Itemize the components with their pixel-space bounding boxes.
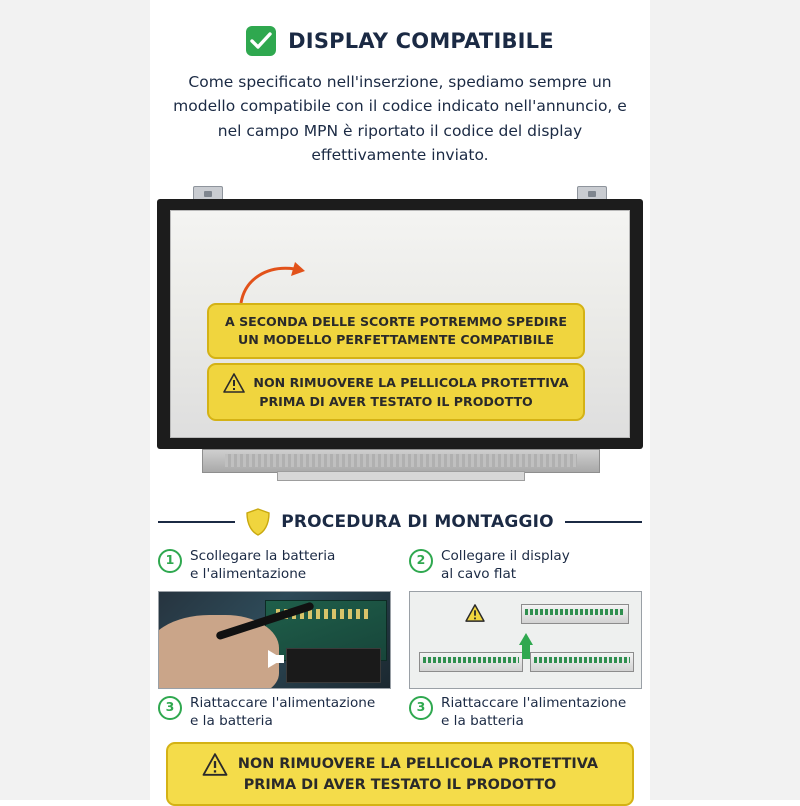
connector-bottom-left-graphic: [419, 652, 523, 672]
footer-warning-line1: NON RIMUOVERE LA PELLICOLA PROTETTIVA: [237, 755, 599, 772]
panel-bezel: [157, 199, 643, 449]
step-text-line1: Scollegare la batteria: [190, 547, 336, 564]
procedure-steps: [158, 548, 642, 731]
flat-cable-photo: [409, 591, 642, 689]
divider-left: [158, 521, 235, 523]
step-text-line2: e l'alimentazione: [190, 565, 307, 582]
step-text-line2: e la batteria: [190, 712, 273, 729]
step-text-line1: Riattaccare l'alimentazione: [190, 695, 376, 712]
left-margin-band: [0, 0, 150, 800]
content-column: [150, 0, 650, 800]
connector-bottom-right-graphic: [530, 652, 634, 672]
compatibility-notice: [207, 303, 585, 359]
white-arrow-icon: [268, 650, 283, 668]
battery-graphic: [286, 648, 380, 683]
page-title: DISPLAY COMPATIBILE: [288, 29, 554, 53]
panel-backlight-strip: [202, 449, 600, 473]
step-1: [158, 548, 391, 583]
compatibility-notice-line1: A SECONDA DELLE SCORTE POTREMMO SPEDIRE: [224, 313, 568, 329]
step-number: 2: [409, 549, 433, 573]
connector-top-graphic: [521, 604, 629, 624]
warning-triangle-icon: [202, 753, 228, 776]
laptop-battery-photo: [158, 591, 391, 689]
step-number: 3: [409, 696, 433, 720]
procedure-header: [158, 508, 642, 536]
header: [150, 26, 650, 56]
step-number: 3: [158, 696, 182, 720]
footer-warning-line2: PRIMA DI AVER TESTATO IL PRODOTTO: [243, 777, 557, 793]
step-3-right: [409, 695, 642, 730]
film-warning-notice: [207, 363, 585, 421]
divider-right: [565, 521, 642, 523]
green-up-arrow-icon: [519, 633, 533, 645]
step-text-line2: al cavo flat: [441, 565, 517, 582]
step-3-left: [158, 695, 391, 730]
panel-foot-strip: [277, 471, 525, 481]
warning-triangle-icon: [223, 373, 245, 393]
footer-warning-banner: [166, 742, 634, 806]
step-text-line2: e la batteria: [441, 712, 524, 729]
panel-screen: [170, 210, 630, 438]
warning-triangle-icon: [465, 604, 485, 622]
right-margin-band: [650, 0, 800, 800]
procedure-title: PROCEDURA DI MONTAGGIO: [281, 511, 554, 532]
shield-icon: [246, 508, 270, 536]
step-2: [409, 548, 642, 583]
display-panel-illustration: [157, 186, 643, 486]
green-check-icon: [246, 26, 276, 56]
step-text-line1: Riattaccare l'alimentazione: [441, 695, 627, 712]
intro-text: Come specificato nell'inserzione, spediamo sempre un modello compatibile con il codice indicato nell'annuncio, e nel campo MPN è riportato il codice del display effettivamente inviato.: [173, 73, 627, 165]
compatibility-notice-line2: UN MODELLO PERFETTAMENTE COMPATIBILE: [238, 331, 554, 347]
step-number: 1: [158, 549, 182, 573]
film-warning-line1: NON RIMUOVERE LA PELLICOLA PROTETTIVA: [253, 375, 569, 390]
film-warning-line2: PRIMA DI AVER TESTATO IL PRODOTTO: [259, 393, 533, 409]
curved-arrow-icon: [237, 261, 307, 305]
step-text-line1: Collegare il display: [441, 547, 570, 564]
